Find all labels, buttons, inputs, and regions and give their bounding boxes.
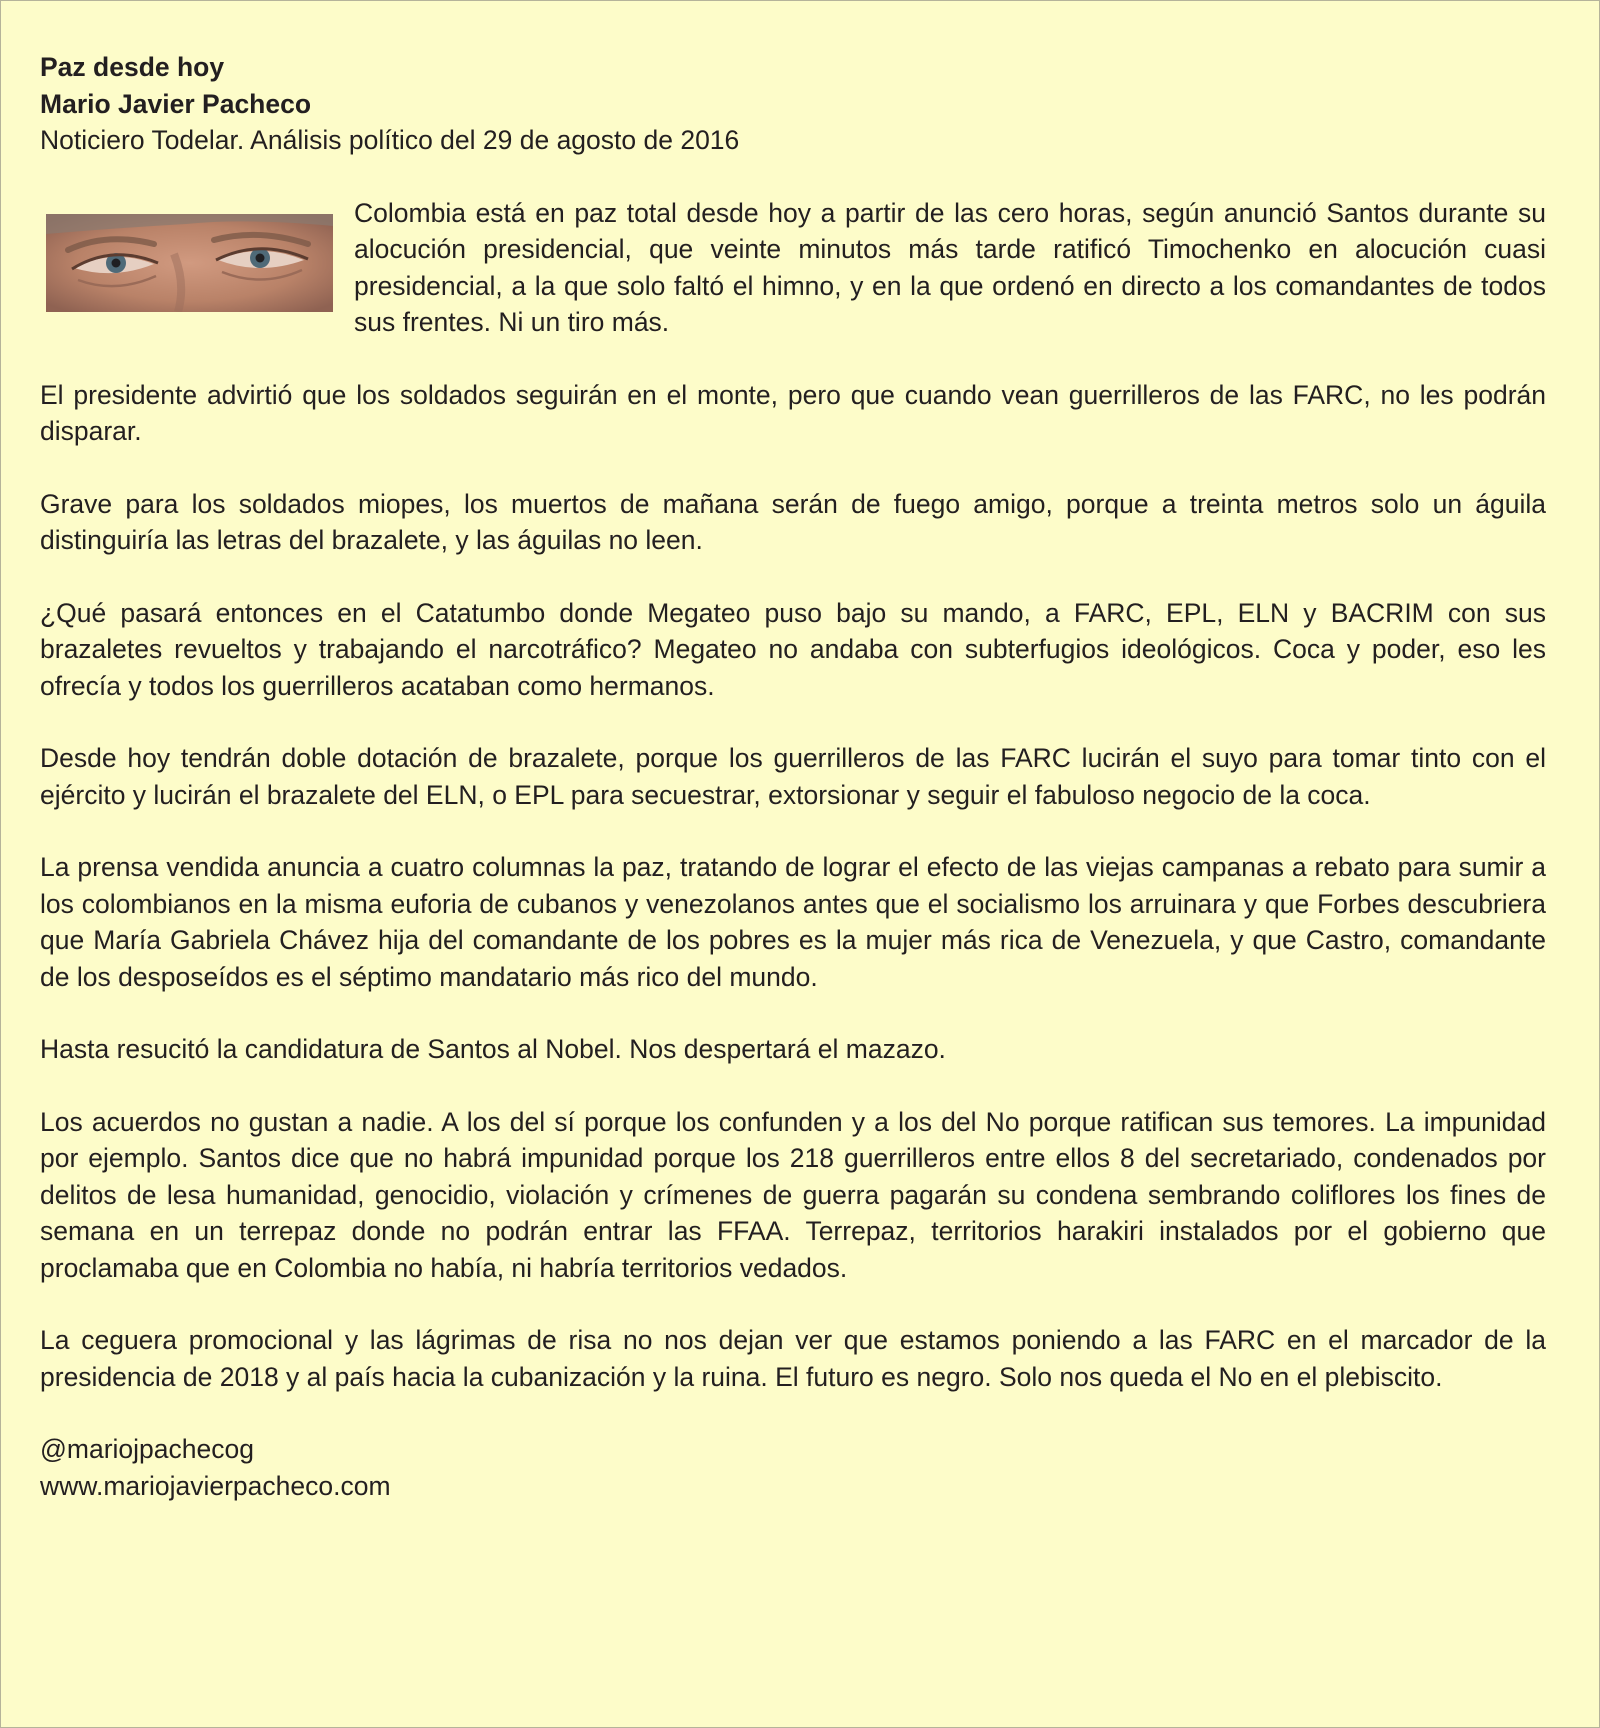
lead-section [40, 195, 1546, 341]
article-title: Paz desde hoy [40, 52, 225, 82]
article-paragraph: Los acuerdos no gustan a nadie. A los del sí porque los confunden y a los del No porque ratifican sus temores. La impunidad por ejemplo. Santos dice que no habrá impunidad porque los 218 guerrilleros entre ellos 8 del secretariado, condenados por delitos de lesa humanidad, genocidio, violación y crímenes de guerra pagarán su condena sembrando coliflores los fines de semana en un terrepaz donde no podrán entrar las FFAA. Terrepaz, territorios harakiri instalados por el gobierno que proclamaba que en Colombia no había, ni habría territorios vedados. [40, 1106, 1546, 1283]
article-content [40, 49, 1546, 1504]
contact-block [40, 1431, 1546, 1504]
article-paragraph: El presidente advirtió que los soldados seguirán en el monte, pero que cuando vean guerrilleros de las FARC, no les podrán disparar. [40, 379, 1546, 446]
article-paragraph: Colombia está en paz total desde hoy a partir de las cero horas, según anunció Santos durante su alocución presidencial, que veinte minutos más tarde ratificó Timochenko en alocución cuasi presidencial, a la que solo faltó el himno, y en la que ordenó en directo a los comandantes de todos sus frentes. Ni un tiro más. [354, 197, 1546, 337]
website-link[interactable]: www.mariojavierpacheco.com [40, 1470, 391, 1501]
article-paragraph: Hasta resucitó la candidatura de Santos al Nobel. Nos despertará el mazazo. [40, 1034, 946, 1064]
author-photo-icon [46, 214, 333, 312]
article-paragraph: Desde hoy tendrán doble dotación de brazalete, porque los guerrilleros de las FARC lucirán el suyo para tomar tinto con el ejército y lucirán el brazalete del ELN, o EPL para secuestrar, extorsionar y seguir el fabuloso negocio de la coca. [40, 743, 1546, 810]
article-source: Noticiero Todelar. Análisis político del 29 de agosto de 2016 [40, 125, 740, 155]
article-paragraph: La prensa vendida anuncia a cuatro columnas la paz, tratando de lograr el efecto de las viejas campanas a rebato para sumir a los colombianos en la misma euforia de cubanos y venezolanos antes que el socialismo los arruinara y que Forbes descubriera que María Gabriela Chávez hija del comandante de los pobres es la mujer más rica de Venezuela, y que Castro, comandante de los desposeídos es el séptimo mandatario más rico del mundo. [40, 852, 1546, 992]
article-author: Mario Javier Pacheco [40, 88, 312, 119]
article-paragraph: Grave para los soldados miopes, los muertos de mañana serán de fuego amigo, porque a treinta metros solo un águila distinguiría las letras del brazalete, y las águilas no leen. [40, 488, 1546, 555]
twitter-handle[interactable]: @mariojpachecog [40, 1434, 254, 1464]
article-header [40, 49, 1546, 159]
article-paragraph: ¿Qué pasará entonces en el Catatumbo donde Megateo puso bajo su mando, a FARC, EPL, ELN y BACRIM con sus brazaletes revueltos y trabajando el narcotráfico? Megateo no andaba con subterfugios ideológicos. Coca y poder, eso les ofrecía y todos los guerrilleros acataban como hermanos. [40, 597, 1546, 701]
article-paragraph: La ceguera promocional y las lágrimas de risa no nos dejan ver que estamos poniendo a las FARC en el marcador de la presidencia de 2018 y al país hacia la cubanización y la ruina. El futuro es negro. Solo nos queda el No en el plebiscito. [40, 1325, 1546, 1392]
